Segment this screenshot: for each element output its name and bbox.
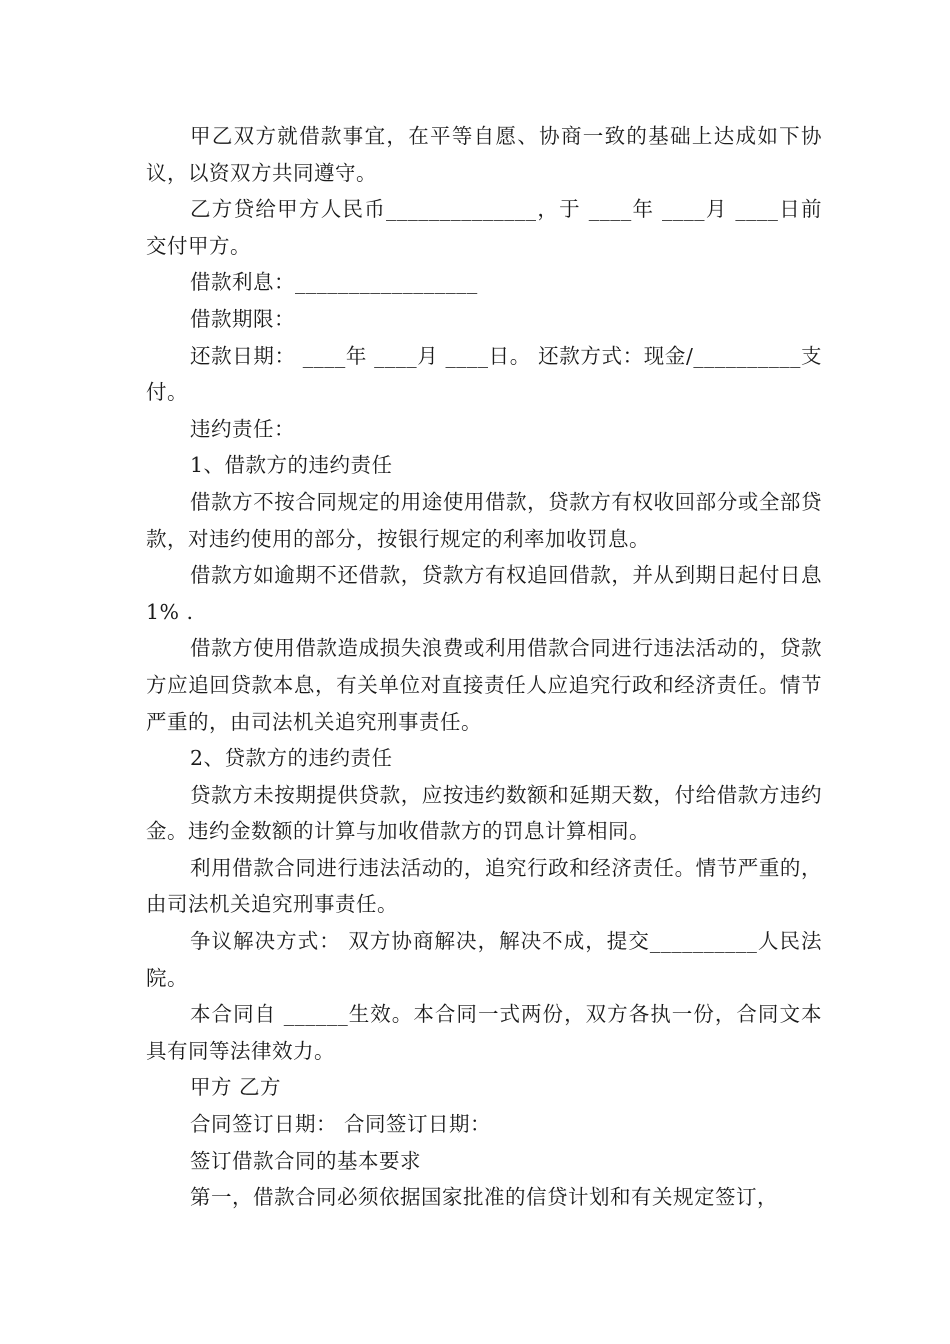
repayment-clause: 还款日期： ____年 ____月 ____日。 还款方式：现金/__________支付。: [146, 343, 822, 405]
interest-clause: 借款利息：_________________: [190, 270, 478, 295]
loan-amount-clause: 乙方贷给甲方人民币______________，于 ____年 ____月 ____日前交付甲方。: [146, 197, 822, 258]
borrower-liability-paragraph-1: 借款方不按合同规定的用途使用借款，贷款方有权收回部分或全部贷款，对违约使用的部分，按银行规定的利率加收罚息。: [146, 489, 822, 551]
effectiveness-clause: 本合同自 ______生效。本合同一式两份，双方各执一份，合同文本具有同等法律效力。: [146, 1002, 822, 1063]
signing-date-line: 合同签订日期： 合同签订日期：: [190, 1112, 492, 1137]
requirements-heading: 签订借款合同的基本要求: [190, 1148, 421, 1173]
lender-liability-paragraph-2: 利用借款合同进行违法活动的，追究行政和经济责任。情节严重的，由司法机关追究刑事责任。: [146, 855, 822, 917]
parties-line: 甲方 乙方: [190, 1075, 282, 1100]
lender-liability-paragraph-1: 贷款方未按期提供贷款，应按违约数额和延期天数，付给借款方违约金。违约金数额的计算与加收借款方的罚息计算相同。: [146, 782, 822, 844]
borrower-liability-heading: 1、借款方的违约责任: [190, 453, 393, 478]
dispute-resolution-clause: 争议解决方式： 双方协商解决，解决不成，提交__________人民法院。: [146, 929, 822, 990]
borrower-liability-paragraph-3: 借款方使用借款造成损失浪费或利用借款合同进行违法活动的，贷款方应追回贷款本息，有关单位对直接责任人应追究行政和经济责任。情节严重的，由司法机关追究刑事责任。: [146, 636, 822, 734]
liability-heading: 违约责任：: [190, 416, 295, 441]
intro-paragraph: 甲乙双方就借款事宜，在平等自愿、协商一致的基础上达成如下协议，以资双方共同遵守。: [146, 124, 822, 185]
term-clause: 借款期限：: [190, 306, 295, 331]
document-body: [146, 118, 822, 1216]
lender-liability-heading: 2、贷款方的违约责任: [190, 746, 393, 771]
borrower-liability-paragraph-2: 借款方如逾期不还借款，贷款方有权追回借款，并从到期日起付日息 1% .: [146, 563, 822, 624]
requirement-first: 第一，借款合同必须依据国家批准的信贷计划和有关规定签订，: [190, 1185, 778, 1210]
